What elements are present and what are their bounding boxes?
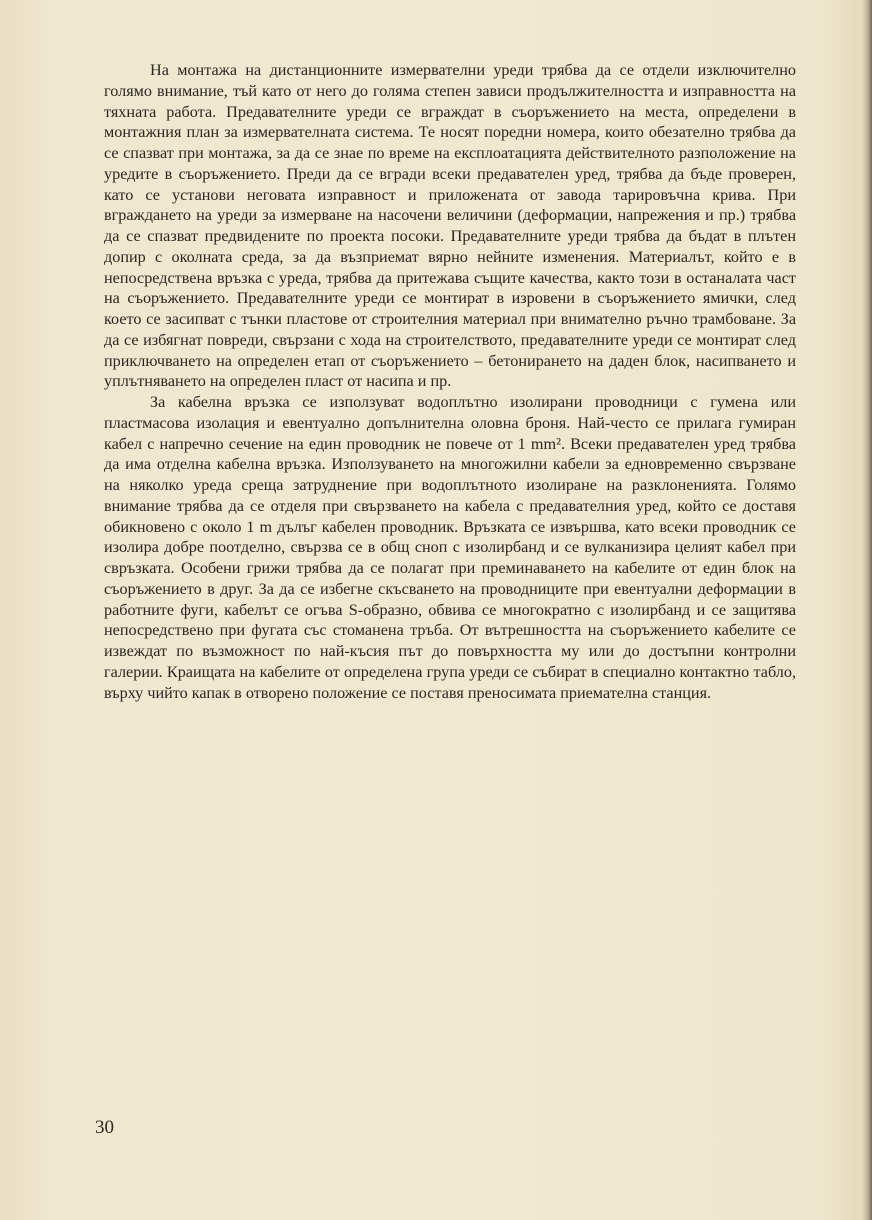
paragraph-cable-connection: За кабелна връзка се използуват водоплътно изолирани проводници с гумена или пластмасова изолация и евентуално допълнителна оловна броня. Най-често се прилага гумиран кабел с напречно сечение на един проводник не повече от 1 mm². Всеки предавателен уред трябва да има отделна кабелна връзка. Използуването на многожилни кабели за едновременно свързване на няколко уреда среща затруднение при водоплътното изолиране на разклоненията. Голямо внимание трябва да се отделя при свързването на кабела с предавателния уред, който се доставя обикновено с около 1 m дълъг кабелен проводник. Връзката се извършва, като всеки проводник се изолира добре поотделно, свързва се в общ сноп с изолирбанд и се вулканизира целият кабел при свръзката. Особени грижи трябва да се полагат при преминаването на кабелите от един блок на съоръжението в друг. За да се избегне скъсването на проводниците при евентуални деформации в работните фуги, кабелът се огъва S-образно, обвива се многократно с изолирбанд и се защитява непосредствено при фугата със стоманена тръба. От вътрешността на съоръжението кабелите се извеждат по възможност по най-късия път до повърхността му или до достъпни контролни галерии. Краищата на кабелите от определена група уреди се събират в специално контактно табло, върху чийто капак в отворено положение се поставя преносимата приемателна станция. <box>104 393 796 702</box>
page-number: 30 <box>95 1117 114 1138</box>
body-text <box>104 60 796 703</box>
page-edge-shadow <box>862 0 872 1220</box>
paragraph-monitoring-installation: На монтажа на дистанционните измервателни уреди трябва да се отдели изключително голямо внимание, тъй като от него до голяма степен зависи продължителността и изправността на тяхната работа. Предавателните уреди се вграждат в съоръжението на места, определени в монтажния план за измервателната система. Те носят поредни номера, които обезателно трябва да се спазват при монтажа, за да се знае по време на експлоатацията действителното разположение на уредите в съоръжението. Преди да се вгради всеки предавателен уред, трябва да бъде проверен, като се установи неговата изправност и приложената от завода тарировъчна крива. При вграждането на уреди за измерване на насочени величини (деформации, напрежения и пр.) трябва да се спазват предвидените по проекта посоки. Предавателните уреди трябва да бъдат в плътен допир с околната среда, за да възприемат вярно нейните изменения. Материалът, който е в непосредствена връзка с уреда, трябва да притежава същите качества, както този в останалата част на съоръжението. Предавателните уреди се монтират в изровени в съоръжението ямички, след което се засипват с тънки пластове от строителния материал при внимателно ръчно трамбоване. За да се избягнат повреди, свързани с хода на строителството, предавателните уреди се монтират след приключването на определен етап от съоръжението – бетонирането на даден блок, насипването и уплътняването на определен пласт от насипа и пр. <box>104 61 796 391</box>
